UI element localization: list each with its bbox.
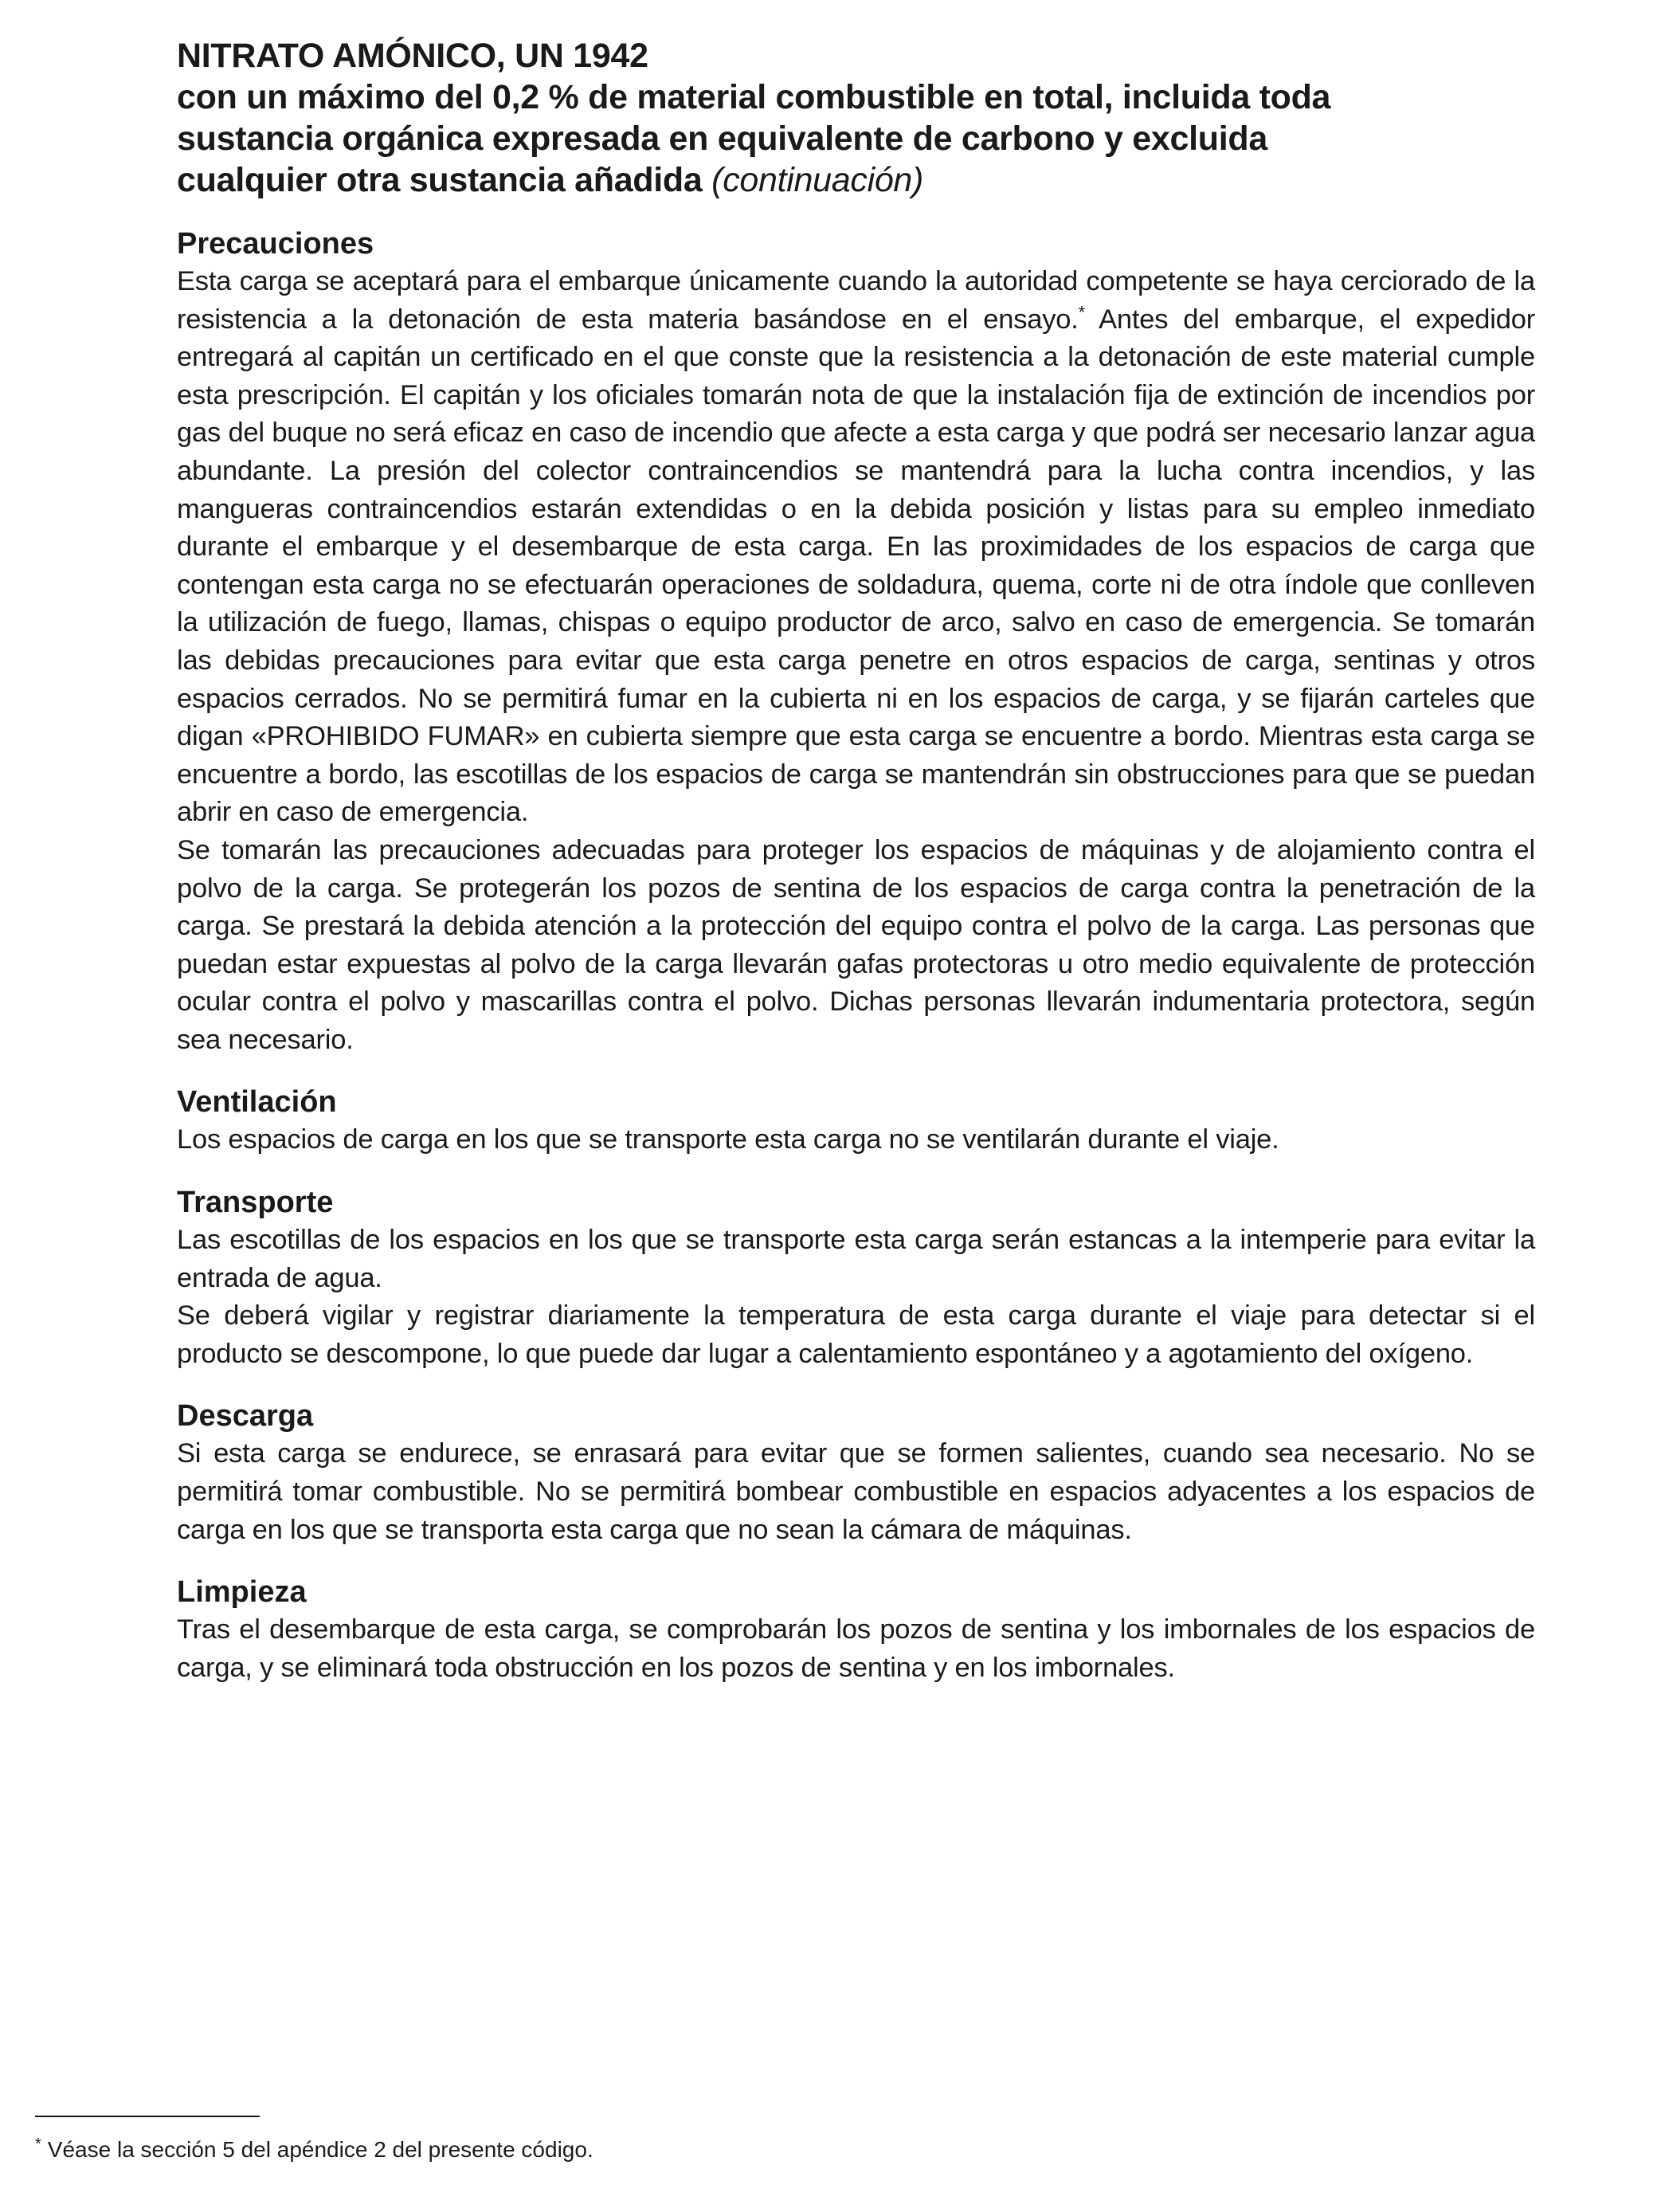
section-heading: Transporte [177, 1186, 334, 1220]
title-line-1: NITRATO AMÓNICO, UN 1942 [177, 37, 648, 75]
title-line-4: cualquier otra sustancia añadida [177, 161, 703, 199]
section-heading: Descarga [177, 1399, 314, 1433]
footnote-reference: * [1078, 302, 1086, 323]
paragraph: Las escotillas de los espacios en los que se transporte esta carga serán estancas a la intemperie para evitar la entrada de agua. [177, 1225, 1535, 1293]
paragraph: Se tomarán las precauciones adecuadas para proteger los espacios de máquinas y de alojamiento contra el polvo de la carga. Se protegerán los pozos de sentina de los espacios de carga contra la penetración de la carga. Se prestará la debida atención a la protección del equipo contra el polvo de la carga. Las personas que puedan estar expuestas al polvo de la carga llevarán gafas protectoras u otro medio equivalente de protección ocular contra el polvo y mascarillas contra el polvo. Dichas personas llevarán indumentaria protectora, según sea necesario. [177, 834, 1535, 1055]
title-continuation: (continuación) [711, 161, 924, 199]
footnote-divider [35, 2116, 260, 2117]
section-heading: Ventilación [177, 1085, 337, 1120]
footnote [35, 2136, 593, 2164]
paragraph: Los espacios de carga en los que se transporte esta carga no se ventilarán durante el viaje. [177, 1124, 1279, 1155]
paragraph: Tras el desembarque de esta carga, se comprobarán los pozos de sentina y los imbornales de los espacios de carga, y se eliminará toda obstrucción en los pozos de sentina y en los imbornales. [177, 1614, 1535, 1683]
paragraph: Si esta carga se endurece, se enrasará para evitar que se formen salientes, cuando sea necesario. No se permitirá tomar combustible. No se permitirá bombear combustible en espacios adyacentes a los espacios de carga en los que se transporta esta carga que no sean la cámara de máquinas. [177, 1438, 1535, 1545]
footnote-marker: * [35, 2135, 41, 2153]
section-transporte [177, 1183, 1535, 1373]
paragraph: Se deberá vigilar y registrar diariamente la temperatura de esta carga durante el viaje para detectar si el producto se descompone, lo que puede dar lugar a calentamiento espontáneo y a agotamiento del oxígeno. [177, 1300, 1535, 1369]
footnote-text: Véase la sección 5 del apéndice 2 del presente código. [47, 2137, 593, 2162]
document-page [177, 35, 1535, 1687]
section-precauciones [177, 225, 1535, 1059]
section-heading: Limpieza [177, 1575, 307, 1610]
section-ventilacion [177, 1083, 1535, 1159]
title-line-2: con un máximo del 0,2 % de material combustible en total, incluida toda [177, 78, 1331, 116]
section-descarga [177, 1397, 1535, 1549]
section-limpieza [177, 1573, 1535, 1687]
page-title [177, 35, 1535, 201]
paragraph [177, 263, 1535, 832]
section-heading: Precauciones [177, 227, 374, 261]
paragraph-text: Antes del embarque, el expedidor entregará al capitán un certificado en el que conste que la resistencia a la detonación de este material cumple esta prescripción. El capitán y los oficiales tomarán nota de que la instalación fija de extinción de incendios por gas del buque no será eficaz en caso de incendio que afecte a esta carga y que podrá ser necesario lanzar agua abundante. La presión del colector contraincendios se mantendrá para la lucha contra incendios, y las mangueras contraincendios estarán extendidas o en la debida posición y listas para su empleo inmediato durante el embarque y el desembarque de esta carga. En las proximidades de los espacios de carga que contengan esta carga no se efectuarán operaciones de soldadura, quema, corte ni de otra índole que conlleven la utilización de fuego, llamas, chispas o equipo productor de arco, salvo en caso de emergencia. Se tomarán las debidas precauciones para evitar que esta carga penetre en otros espacios de carga, sentinas y otros espacios cerrados. No se permitirá fumar en la cubierta ni en los espacios de carga, y se fijarán carteles que digan «PROHIBIDO FUMAR» en cubierta siempre que esta carga se encuentre a bordo. Mientras esta carga se encuentre a bordo, las escotillas de los espacios de carga se mantendrán sin obstrucciones para que se puedan abrir en caso de emergencia. [177, 304, 1536, 828]
title-line-3: sustancia orgánica expresada en equivalente de carbono y excluida [177, 120, 1267, 158]
paragraph-text: Esta carga se aceptará para el embarque únicamente cuando la autoridad competente se haya cerciorado de la resistencia a la detonación de esta materia basándose en el ensayo. [177, 266, 1535, 335]
